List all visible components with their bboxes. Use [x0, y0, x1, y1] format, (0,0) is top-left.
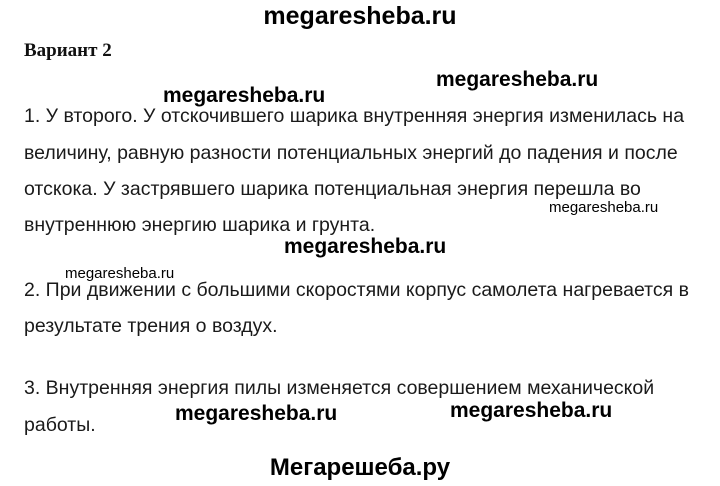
- variant-heading: Вариант 2: [24, 40, 112, 61]
- answer-3-line-1: 3. Внутренняя энергия пилы изменяется совершением механической: [24, 377, 655, 399]
- answer-2-line-2: результате трения о воздух.: [24, 315, 278, 337]
- watermark: megaresheba.ru: [450, 399, 613, 422]
- answer-2-line-1: 2. При движении с большими скоростями корпус самолета нагревается в: [24, 279, 689, 301]
- answer-3-line-2: работы.: [24, 414, 96, 436]
- watermark: megaresheba.ru: [284, 235, 447, 258]
- footer-watermark: Мегарешеба.ру: [269, 454, 451, 481]
- watermark: megaresheba.ru: [436, 68, 599, 91]
- answer-1-line-2: величину, равную разности потенциальных энергий до падения и после: [24, 142, 678, 164]
- watermark: megaresheba.ru: [65, 265, 175, 282]
- answer-1-line-3: отскока. У застрявшего шарика потенциальная энергия перешла во: [24, 178, 641, 200]
- answer-1-line-4: внутреннюю энергию шарика и грунта.: [24, 214, 376, 236]
- watermark: megaresheba.ru: [163, 84, 326, 107]
- watermark: megaresheba.ru: [175, 402, 338, 425]
- site-header-title: megaresheba.ru: [263, 2, 457, 30]
- answer-1-line-1: 1. У второго. У отскочившего шарика внутренняя энергия изменилась на: [24, 105, 685, 127]
- watermark: megaresheba.ru: [549, 199, 659, 216]
